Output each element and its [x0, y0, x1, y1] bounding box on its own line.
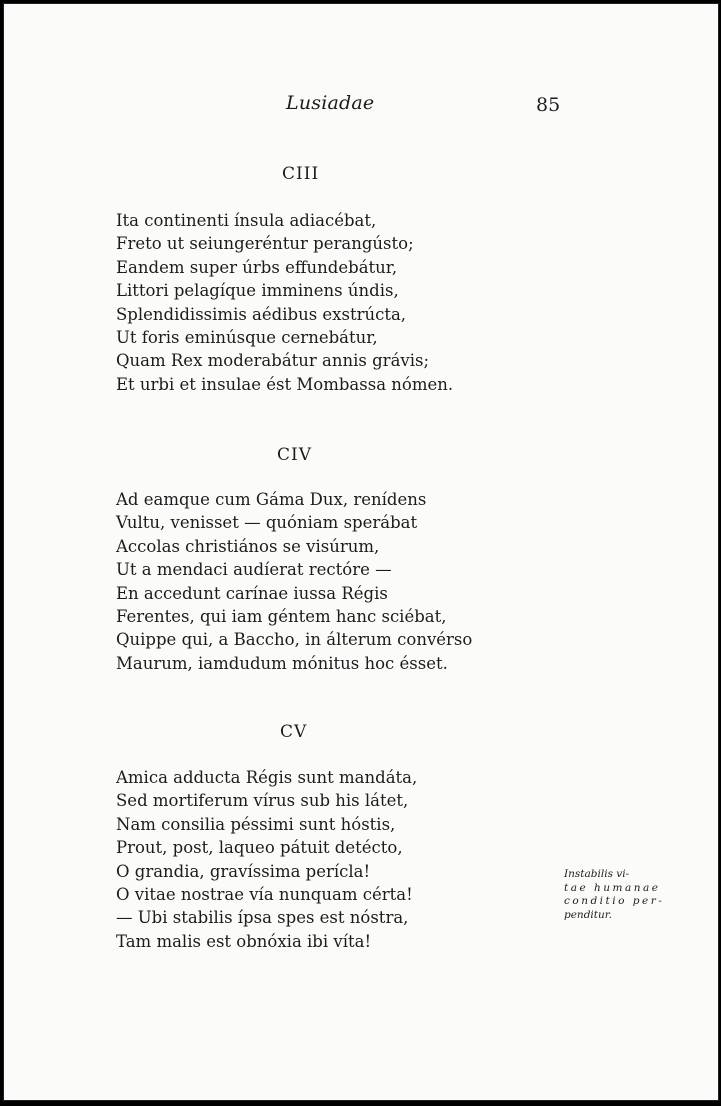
stanza-number-civ: CIV — [277, 445, 312, 465]
running-title: Lusiadae — [286, 92, 375, 114]
verse-line: Tam malis est obnóxia ibi víta! — [116, 931, 372, 951]
stanza-number-cv: CV — [280, 722, 308, 742]
margin-note-line: tae humanae — [564, 881, 661, 894]
stanza-number-ciii: CIII — [282, 164, 320, 184]
verse-line: Littori pelagíque imminens úndis, — [116, 281, 399, 301]
stanza-civ — [116, 488, 472, 675]
verse-line: Eandem super úrbs effundebátur, — [116, 257, 398, 277]
verse-line: O vitae nostrae vía nunquam cérta! — [116, 885, 413, 905]
verse-line: En accedunt carínae iussa Régis — [116, 583, 388, 603]
margin-note — [564, 868, 665, 922]
verse-line: Sed mortiferum vírus sub his látet, — [116, 791, 409, 811]
page-number: 85 — [536, 94, 561, 116]
verse-line: Vultu, venisset — quóniam sperábat — [116, 513, 418, 533]
verse-line: Prout, post, laqueo pátuit detécto, — [116, 838, 403, 858]
stanza-ciii — [116, 209, 453, 396]
verse-line: O grandia, gravíssima perícla! — [116, 861, 371, 881]
verse-line: Maurum, iamdudum mónitus hoc ésset. — [116, 653, 448, 673]
verse-line: Et urbi et insulae ést Mombassa nómen. — [116, 374, 454, 394]
verse-line: Ita continenti ínsula adiacébat, — [116, 211, 377, 230]
verse-line: Accolas christiános se visúrum, — [116, 536, 380, 556]
verse-line: — Ubi stabilis ípsa spes est nóstra, — [116, 908, 409, 928]
margin-note-line: Instabilis vi- — [564, 868, 630, 880]
verse-line: Quam Rex moderabátur annis grávis; — [116, 351, 430, 371]
verse-line: Freto ut seiungeréntur perangústo; — [116, 234, 414, 254]
verse-line: Ut foris eminúsque cernebátur, — [116, 328, 378, 348]
verse-line: Splendidissimis aédibus exstrúcta, — [116, 304, 407, 324]
stanza-cv — [116, 766, 417, 953]
verse-line: Quippe qui, a Baccho, in álterum convérso — [116, 630, 473, 650]
verse-line: Ad eamque cum Gáma Dux, renídens — [116, 490, 427, 509]
verse-line: Nam consilia péssimi sunt hóstis, — [116, 814, 396, 834]
verse-line: Ferentes, qui iam géntem hanc sciébat, — [116, 607, 447, 627]
book-page — [3, 3, 719, 1101]
margin-note-line: conditio per- — [564, 895, 665, 907]
verse-line: Amica adducta Régis sunt mandáta, — [116, 768, 418, 787]
verse-line: Ut a mendaci audíerat rectóre — — [116, 560, 392, 580]
margin-note-line: penditur. — [564, 908, 612, 921]
